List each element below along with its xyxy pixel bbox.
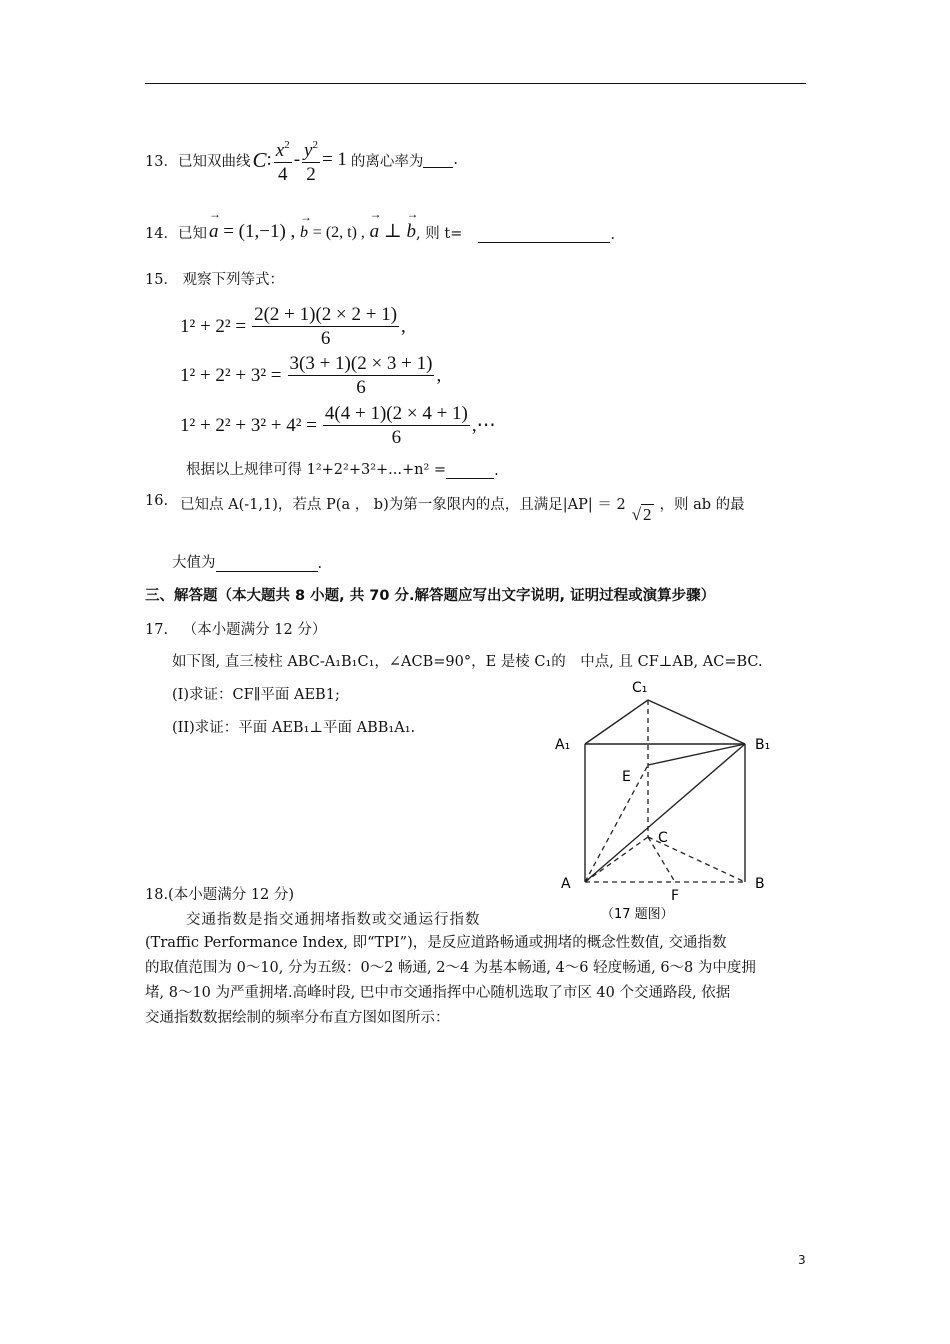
q18-header: 18.(本小题满分 12 分) (145, 887, 295, 903)
q16-text: 已知点 A(-1,1)，若点 P(a ， b)为第一象限内的点，且满足|AP| ＝ 2 (180, 497, 626, 513)
q14-tail: , 则 t= (416, 226, 463, 242)
question-14 (145, 211, 615, 243)
q15-eq2-num: 3(3 + 1)(2 × 3 + 1) (289, 353, 433, 374)
q13-suffix: 的离心率为 (350, 153, 424, 170)
q15-eq3-den: 6 (391, 427, 402, 448)
label-b1: B₁ (755, 737, 771, 753)
q18-line-4: 堵, 8～10 为严重拥堵.高峰时段, 巴中市交通指挥中心随机选取了市区 40 个交通路段, 依据 (145, 985, 731, 1001)
q14-perp: ⊥ (383, 221, 402, 242)
q14-vector-a2: → a (370, 221, 380, 243)
page-number: 3 (798, 1253, 806, 1267)
q18-line-5: 交通指数数据绘制的频率分布直方图如图所示： (145, 1010, 450, 1026)
label-e: E (622, 769, 631, 785)
edge-eb1 (648, 744, 745, 765)
q13-x: x (275, 140, 285, 161)
edge-ae-hidden (585, 765, 648, 882)
q13-prefix: 已知双曲线 (177, 153, 251, 170)
q15-eq1-num: 2(2 + 1)(2 × 2 + 1) (254, 304, 398, 325)
q13-minus: - (293, 149, 301, 170)
q15-equation-3 (180, 403, 496, 448)
q13-number: 13． (145, 153, 178, 170)
q15-conclusion (186, 458, 499, 479)
q15-eq1-den: 6 (320, 328, 331, 349)
q13-y-den: 2 (306, 164, 316, 185)
edge-ab1 (585, 744, 745, 882)
q18-line-3: 的取值范围为 0～10, 分为五级：0～2 畅通, 2～4 为基本畅通, 4～6 轻度畅通, 6～8 为中度拥 (145, 960, 756, 976)
q17-description: 如下图, 直三棱柱 ABC-A₁B₁C₁，∠ACB=90°，E 是棱 C₁的 中点, 且 CF⊥AB, AC=BC. (172, 654, 763, 670)
q17-part-1: (I)求证：CF∥平面 AEB1; (172, 687, 340, 703)
label-a1: A₁ (555, 737, 571, 753)
prism-figure (545, 675, 785, 930)
q13-colon: : (266, 149, 272, 170)
edge-c1b1 (648, 700, 745, 744)
q15-eq1-lhs: 1² + 2² = (180, 315, 247, 337)
q15-number: 15． (145, 272, 178, 288)
q15-end: . (494, 463, 499, 479)
q13-frac-y: $\frac{y^2}{2}$ (302, 135, 320, 185)
q15-eq2-den: 6 (356, 377, 366, 398)
label-a: A (561, 876, 571, 892)
q15-rule-text: 根据以上规律可得 1²+2²+3²+...+n² = (186, 462, 447, 478)
q14-vector-b: → b (300, 224, 308, 242)
q13-eq: = 1 (321, 149, 347, 170)
q18-line-2: (Traffic Performance Index, 即“TPI”)，是反应道路畅通或拥堵的概念性数值, 交通指数 (145, 935, 727, 951)
q13-blank (423, 153, 453, 168)
q15-title: 观察下列等式： (182, 272, 285, 288)
q15-equation-1 (180, 304, 406, 349)
edge-ac-hidden (585, 837, 648, 882)
q18-body (145, 931, 810, 1031)
q14-prefix: 已知 (177, 226, 207, 242)
q15-eq3-lhs: 1² + 2² + 3² + 4² = (180, 414, 317, 436)
q13-y: y (304, 140, 313, 161)
q14-equation (209, 220, 416, 243)
label-f: F (671, 888, 680, 904)
q16-tail: ，则 ab 的最 (659, 497, 745, 513)
q15-eq2-tail: , (436, 364, 442, 386)
q18-line-1: 交通指数是指交通拥堵指数或交通运行指数 (186, 912, 481, 928)
q17-part-2: (II)求证：平面 AEB₁⊥平面 ABB₁A₁. (172, 720, 416, 736)
q15-blank (446, 464, 494, 479)
q14-a-value: = (1,−1) , (223, 221, 296, 242)
header-rule (145, 83, 806, 84)
q16-blank (216, 557, 318, 572)
q16-end: . (317, 556, 323, 572)
q16-number: 16. (145, 493, 169, 509)
figure-caption: （17 题图） (601, 907, 674, 922)
q13-end: . (453, 152, 459, 168)
q15-eq1-frac (252, 304, 399, 349)
q15-eq1-tail: , (401, 315, 406, 337)
question-15 (145, 268, 284, 289)
q13-x-den: 4 (277, 164, 288, 185)
question-16 (145, 493, 745, 525)
q17-score: （本小题满分 12 分） (182, 622, 327, 638)
q13-c: C (252, 147, 267, 172)
q17-number: 17. (145, 622, 169, 638)
section-3-title: 三、解答题（本大题共 8 小题, 共 70 分.解答题应写出文字说明, 证明过程或演算步骤） (145, 588, 716, 604)
q14-end: . (610, 227, 615, 243)
q16-sqrt: √ 2 (631, 505, 652, 524)
q13-equation (252, 135, 346, 185)
label-c: C (658, 830, 668, 846)
q14-blank (478, 228, 610, 243)
question-13 (145, 132, 458, 188)
edge-a1c1 (585, 700, 648, 744)
label-b: B (755, 876, 765, 892)
q14-b-value: = (2, t) , (312, 224, 365, 241)
q17-header (145, 618, 326, 639)
q16-line2-text: 大值为 (172, 555, 216, 571)
q16-line2 (172, 551, 322, 572)
q15-eq2-frac (288, 353, 435, 398)
q15-eq3-frac (323, 403, 470, 448)
label-c1: C₁ (632, 680, 648, 696)
q14-vector-a: → a (209, 221, 219, 243)
q15-eq3-tail: ,⋯ (471, 415, 496, 436)
q15-eq2-lhs: 1² + 2² + 3² = (180, 364, 282, 386)
q16-sqrt-radicand: 2 (643, 505, 652, 524)
q14-number: 14． (145, 226, 178, 242)
q14-vector-b2: → b (407, 221, 417, 243)
q13-frac-x: $\frac{x^2}{4}$ (274, 135, 292, 185)
q15-eq3-num: 4(4 + 1)(2 × 4 + 1) (324, 403, 468, 424)
q15-equation-2 (180, 353, 441, 398)
